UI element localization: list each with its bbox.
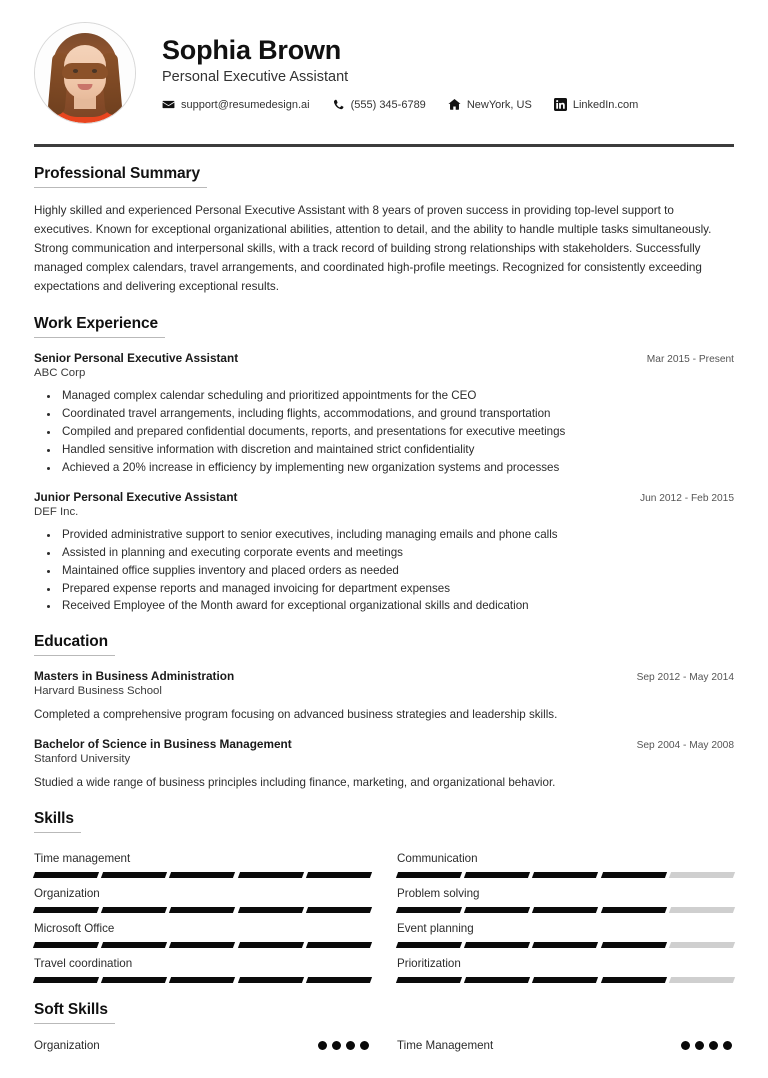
skill-rating-bar: [34, 872, 371, 878]
skill-segment-filled: [169, 942, 235, 948]
contact-email[interactable]: [162, 98, 310, 111]
skill-segment-filled: [464, 872, 530, 878]
skill-segment-filled: [101, 977, 167, 983]
rating-dot-filled: [723, 1041, 732, 1050]
skill-rating-bar: [397, 977, 734, 983]
skill-item: [397, 948, 734, 983]
skill-segment-filled: [306, 977, 372, 983]
home-icon: [448, 98, 461, 111]
candidate-name: Sophia Brown: [162, 34, 342, 65]
section-heading-wrap: [34, 1001, 734, 1024]
work-entry-head: [34, 351, 734, 365]
rating-dot-filled: [346, 1041, 355, 1050]
skill-segment-filled: [238, 977, 304, 983]
section-education: [34, 615, 734, 792]
education-entry: [34, 669, 734, 724]
soft-skill-rating-dots: [681, 1041, 734, 1050]
job-bullet: • Assisted in planning and executing corporate events and meetings: [60, 544, 734, 562]
section-heading-wrap: [34, 165, 734, 188]
skill-segment-filled: [601, 977, 667, 983]
job-bullet: • Managed complex calendar scheduling and prioritized appointments for the CEO: [60, 387, 734, 405]
photo-face: [64, 45, 106, 99]
skill-label: Communication: [397, 852, 478, 866]
education-entry-head: [34, 669, 734, 683]
phone-icon: [332, 98, 345, 111]
job-title: Junior Personal Executive Assistant: [34, 489, 238, 504]
skill-segment-filled: [396, 907, 462, 913]
degree-date: Sep 2004 - May 2008: [636, 740, 734, 752]
rating-dot-filled: [360, 1041, 369, 1050]
job-bullets: [34, 526, 734, 616]
skill-segment-empty: [669, 907, 735, 913]
skill-segment-filled: [532, 977, 598, 983]
skill-label: Event planning: [397, 922, 474, 936]
contact-location[interactable]: [448, 98, 532, 111]
soft-skill-label: Organization: [34, 1039, 100, 1053]
job-title: Senior Personal Executive Assistant: [34, 350, 239, 365]
job-bullet: • Handled sensitive information with discretion and maintained strict confidentiality: [60, 441, 734, 459]
work-entry-head: [34, 490, 734, 504]
job-bullets: [34, 387, 734, 477]
education-entry-head: [34, 737, 734, 751]
skill-item: [34, 948, 371, 983]
skill-segment-filled: [238, 907, 304, 913]
skill-rating-bar: [397, 872, 734, 878]
contact-phone[interactable]: [332, 98, 426, 111]
skill-segment-filled: [532, 872, 598, 878]
skill-rating-bar: [34, 907, 371, 913]
skill-rating-bar: [397, 907, 734, 913]
skill-segment-filled: [306, 872, 372, 878]
soft-skill-rating-dots: [318, 1041, 371, 1050]
skill-label: Organization: [34, 887, 100, 901]
work-entry: [34, 490, 734, 616]
job-company: DEF Inc.: [34, 505, 79, 518]
soft-skills-grid: [34, 1036, 734, 1052]
skill-item: [397, 878, 734, 913]
skill-segment-filled: [33, 872, 99, 878]
rating-dot-filled: [332, 1041, 341, 1050]
skill-segment-filled: [396, 977, 462, 983]
school-name: Harvard Business School: [34, 685, 162, 698]
skill-segment-filled: [532, 942, 598, 948]
skill-segment-empty: [669, 872, 735, 878]
job-date: Jun 2012 - Feb 2015: [639, 492, 734, 504]
summary-text: Highly skilled and experienced Personal Executive Assistant with 8 years of proven success in providing top-level support to executives. Known for exceptional organizational abilities, attention to detail, and the ability to handle multiple tasks simultaneously. Strong communication and interpersonal skills, with a track record of building strong relationships with stakeholders. Successfully managed complex calendars, travel arrangements, and coordinated high-profile meetings. Recognized for consistently exceeding expectations and delivering exceptional results.: [34, 204, 712, 293]
skill-item: [397, 843, 734, 878]
skills-grid: [34, 843, 734, 983]
candidate-role: Personal Executive Assistant: [162, 68, 349, 85]
soft-skill-item: [34, 1036, 371, 1052]
degree-title: Masters in Business Administration: [34, 669, 235, 684]
job-bullet: • Compiled and prepared confidential documents, reports, and presentations for executive meetings: [60, 423, 734, 441]
skill-segment-filled: [101, 907, 167, 913]
rating-dot-filled: [709, 1041, 718, 1050]
avatar: [34, 22, 136, 124]
linkedin-icon: [554, 98, 567, 111]
skill-segment-empty: [669, 977, 735, 983]
soft-skill-item: [397, 1036, 734, 1052]
photo-eye-right: [92, 69, 97, 73]
section-skills: [34, 792, 734, 983]
rating-dot-filled: [695, 1041, 704, 1050]
rating-dot-filled: [318, 1041, 327, 1050]
section-title-education: Education: [34, 633, 115, 656]
skill-segment-filled: [33, 942, 99, 948]
section-soft-skills: [34, 983, 734, 1052]
skill-segment-filled: [601, 872, 667, 878]
degree-date: Sep 2012 - May 2014: [636, 672, 734, 684]
skill-segment-filled: [306, 942, 372, 948]
contact-row: [162, 98, 734, 111]
skill-segment-filled: [238, 872, 304, 878]
section-title-summary: Professional Summary: [34, 165, 207, 188]
rating-dot-filled: [681, 1041, 690, 1050]
contact-linkedin-label: LinkedIn.com: [572, 98, 639, 111]
skill-rating-bar: [397, 942, 734, 948]
skill-segment-filled: [464, 942, 530, 948]
photo-fringe: [62, 63, 108, 79]
photo-eye-left: [73, 69, 78, 73]
skill-segment-filled: [396, 872, 462, 878]
skill-segment-filled: [396, 942, 462, 948]
skill-segment-filled: [101, 942, 167, 948]
skill-label: Travel coordination: [34, 957, 133, 971]
contact-email-label: support@resumedesign.ai: [181, 98, 310, 111]
section-heading-wrap: [34, 315, 734, 338]
section-title-work: Work Experience: [34, 315, 165, 338]
degree-description: Studied a wide range of business principles including finance, marketing, and organizational behavior.: [34, 776, 556, 790]
skill-rating-bar: [34, 942, 371, 948]
skill-segment-filled: [169, 872, 235, 878]
job-bullet: • Provided administrative support to senior executives, including managing emails and phone calls: [60, 526, 734, 544]
skill-segment-filled: [33, 977, 99, 983]
skill-label: Problem solving: [397, 887, 480, 901]
job-bullet: • Coordinated travel arrangements, including flights, accommodations, and ground transportation: [60, 405, 734, 423]
job-company: ABC Corp: [34, 366, 86, 379]
skill-item: [34, 913, 371, 948]
resume-header: [34, 0, 734, 128]
skill-segment-filled: [464, 907, 530, 913]
section-work-experience: [34, 297, 734, 616]
section-heading-wrap: [34, 810, 734, 833]
skill-segment-filled: [33, 907, 99, 913]
profile-photo-image: [35, 23, 135, 123]
skill-segment-empty: [669, 942, 735, 948]
job-date: Mar 2015 - Present: [646, 353, 734, 365]
skill-segment-filled: [601, 942, 667, 948]
skill-item: [397, 913, 734, 948]
skill-segment-filled: [169, 977, 235, 983]
skill-segment-filled: [532, 907, 598, 913]
degree-description: Completed a comprehensive program focusing on advanced business strategies and leadership skills.: [34, 708, 558, 722]
contact-location-label: NewYork, US: [466, 98, 532, 111]
skill-item: [34, 878, 371, 913]
skill-label: Time management: [34, 852, 131, 866]
education-entry: [34, 737, 734, 792]
soft-skill-label: Time Management: [397, 1039, 494, 1053]
skill-segment-filled: [306, 907, 372, 913]
skill-label: Prioritization: [397, 957, 461, 971]
section-heading-wrap: [34, 633, 734, 656]
skill-segment-filled: [601, 907, 667, 913]
job-bullet: • Prepared expense reports and managed invoicing for department expenses: [60, 580, 734, 598]
school-name: Stanford University: [34, 753, 131, 766]
header-text: [162, 35, 734, 112]
skill-segment-filled: [238, 942, 304, 948]
degree-title: Bachelor of Science in Business Management: [34, 737, 292, 752]
skill-segment-filled: [101, 872, 167, 878]
photo-smile: [78, 84, 93, 90]
section-professional-summary: [34, 147, 734, 297]
contact-linkedin[interactable]: [554, 98, 638, 111]
skill-segment-filled: [464, 977, 530, 983]
section-title-skills: Skills: [34, 810, 81, 833]
section-title-soft-skills: Soft Skills: [34, 1001, 115, 1024]
skill-label: Microsoft Office: [34, 922, 115, 936]
skill-item: [34, 843, 371, 878]
job-bullet: • Received Employee of the Month award for exceptional organizational skills and dedication: [60, 597, 734, 615]
job-bullet: • Maintained office supplies inventory and placed orders as needed: [60, 562, 734, 580]
work-entry: [34, 351, 734, 477]
skill-segment-filled: [169, 907, 235, 913]
envelope-icon: [162, 98, 175, 111]
skill-rating-bar: [34, 977, 371, 983]
job-bullet: • Achieved a 20% increase in efficiency by implementing new organization systems and processes: [60, 459, 734, 477]
contact-phone-label: (555) 345-6789: [350, 98, 426, 111]
